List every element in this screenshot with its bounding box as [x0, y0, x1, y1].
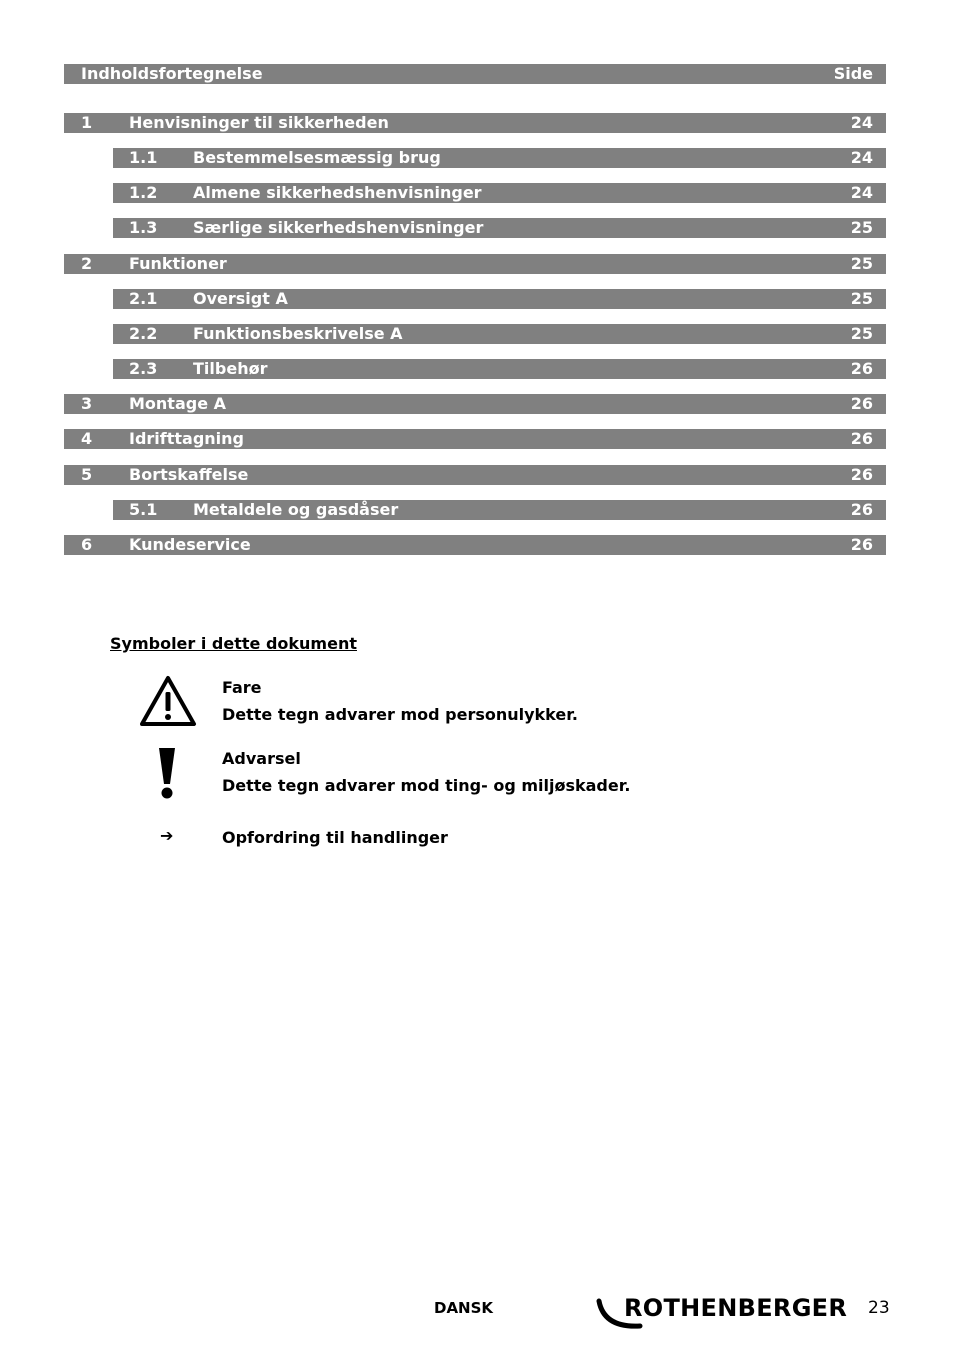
toc-entry[interactable]	[113, 218, 886, 238]
toc-entry-title: Idrifttagning	[129, 429, 245, 448]
toc-entry-page: 25	[850, 289, 873, 308]
toc-entry[interactable]	[64, 113, 886, 133]
toc-entry[interactable]	[113, 324, 886, 344]
toc-entry[interactable]	[64, 394, 886, 414]
toc-header-page: Side	[833, 64, 873, 83]
toc-entry-page: 24	[850, 148, 873, 167]
toc-entry[interactable]	[113, 289, 886, 309]
toc-entry-title: Bestemmelsesmæssig brug	[193, 148, 441, 167]
footer-language: DANSK	[434, 1299, 494, 1317]
toc-entry-title: Oversigt A	[193, 289, 288, 308]
toc-entry-num: 2.3	[129, 359, 158, 378]
toc-entry-title: Montage A	[129, 394, 227, 413]
warning-title: Advarsel	[222, 749, 301, 768]
toc-entry-title: Almene sikkerhedshenvisninger	[193, 183, 482, 202]
toc-entry-page: 26	[850, 465, 873, 484]
arrow-right-icon: ➔	[160, 826, 174, 845]
toc-entry-num: 1.3	[129, 218, 158, 237]
toc-entry-num: 4	[81, 429, 93, 448]
toc-entry-page: 26	[850, 429, 873, 448]
toc-entry[interactable]	[113, 183, 886, 203]
toc-entry-num: 1.1	[129, 148, 158, 167]
warning-text: Dette tegn advarer mod ting- og miljøskader.	[222, 776, 631, 795]
toc-entry-title: Henvisninger til sikkerheden	[129, 113, 389, 132]
toc-entry-num: 5.1	[129, 500, 158, 519]
page-number: 23	[868, 1298, 890, 1318]
toc-entry-page: 26	[850, 500, 873, 519]
toc-entry-title: Funktionsbeskrivelse A	[193, 324, 403, 343]
toc-entry-page: 25	[850, 254, 873, 273]
toc-entry[interactable]	[64, 535, 886, 555]
toc-entry-num: 2	[81, 254, 93, 273]
action-text: Opfordring til handlinger	[222, 828, 448, 847]
danger-title: Fare	[222, 678, 262, 697]
toc-entry-page: 26	[850, 394, 873, 413]
toc-entry-num: 1.2	[129, 183, 158, 202]
toc-entry-page: 26	[850, 359, 873, 378]
toc-entry[interactable]	[64, 254, 886, 274]
toc-entry-title: Særlige sikkerhedshenvisninger	[193, 218, 484, 237]
toc-entry[interactable]	[113, 148, 886, 168]
toc-entry-page: 24	[850, 113, 873, 132]
warning-description	[222, 745, 630, 799]
toc-entry-page: 24	[850, 183, 873, 202]
toc-entry-title: Bortskaffelse	[129, 465, 249, 484]
toc-entry-title: Kundeservice	[129, 535, 251, 554]
toc-entry-num: 5	[81, 465, 93, 484]
toc-entry[interactable]	[64, 465, 886, 485]
warning-exclamation-icon	[156, 748, 178, 800]
toc-header-title: Indholdsfortegnelse	[81, 64, 263, 83]
toc-entry-title: Funktioner	[129, 254, 227, 273]
danger-triangle-icon	[138, 674, 198, 728]
brand-logo: ROTHENBERGER	[624, 1294, 848, 1322]
toc-entry-title: Tilbehør	[193, 359, 268, 378]
toc-entry-num: 2.2	[129, 324, 158, 343]
toc-entry-title: Metaldele og gasdåser	[193, 500, 399, 519]
toc-entry-page: 26	[850, 535, 873, 554]
toc-entry-page: 25	[850, 324, 873, 343]
danger-text: Dette tegn advarer mod personulykker.	[222, 705, 578, 724]
toc-header	[64, 64, 886, 84]
symbols-title: Symboler i dette dokument	[110, 634, 357, 653]
toc-entry-num: 1	[81, 113, 93, 132]
toc-entry[interactable]	[113, 359, 886, 379]
toc-entry-num: 3	[81, 394, 93, 413]
toc-entry-num: 6	[81, 535, 93, 554]
toc-entry-num: 2.1	[129, 289, 158, 308]
toc-entry[interactable]	[113, 500, 886, 520]
danger-description	[222, 674, 578, 728]
toc-entry[interactable]	[64, 429, 886, 449]
toc-entry-page: 25	[850, 218, 873, 237]
